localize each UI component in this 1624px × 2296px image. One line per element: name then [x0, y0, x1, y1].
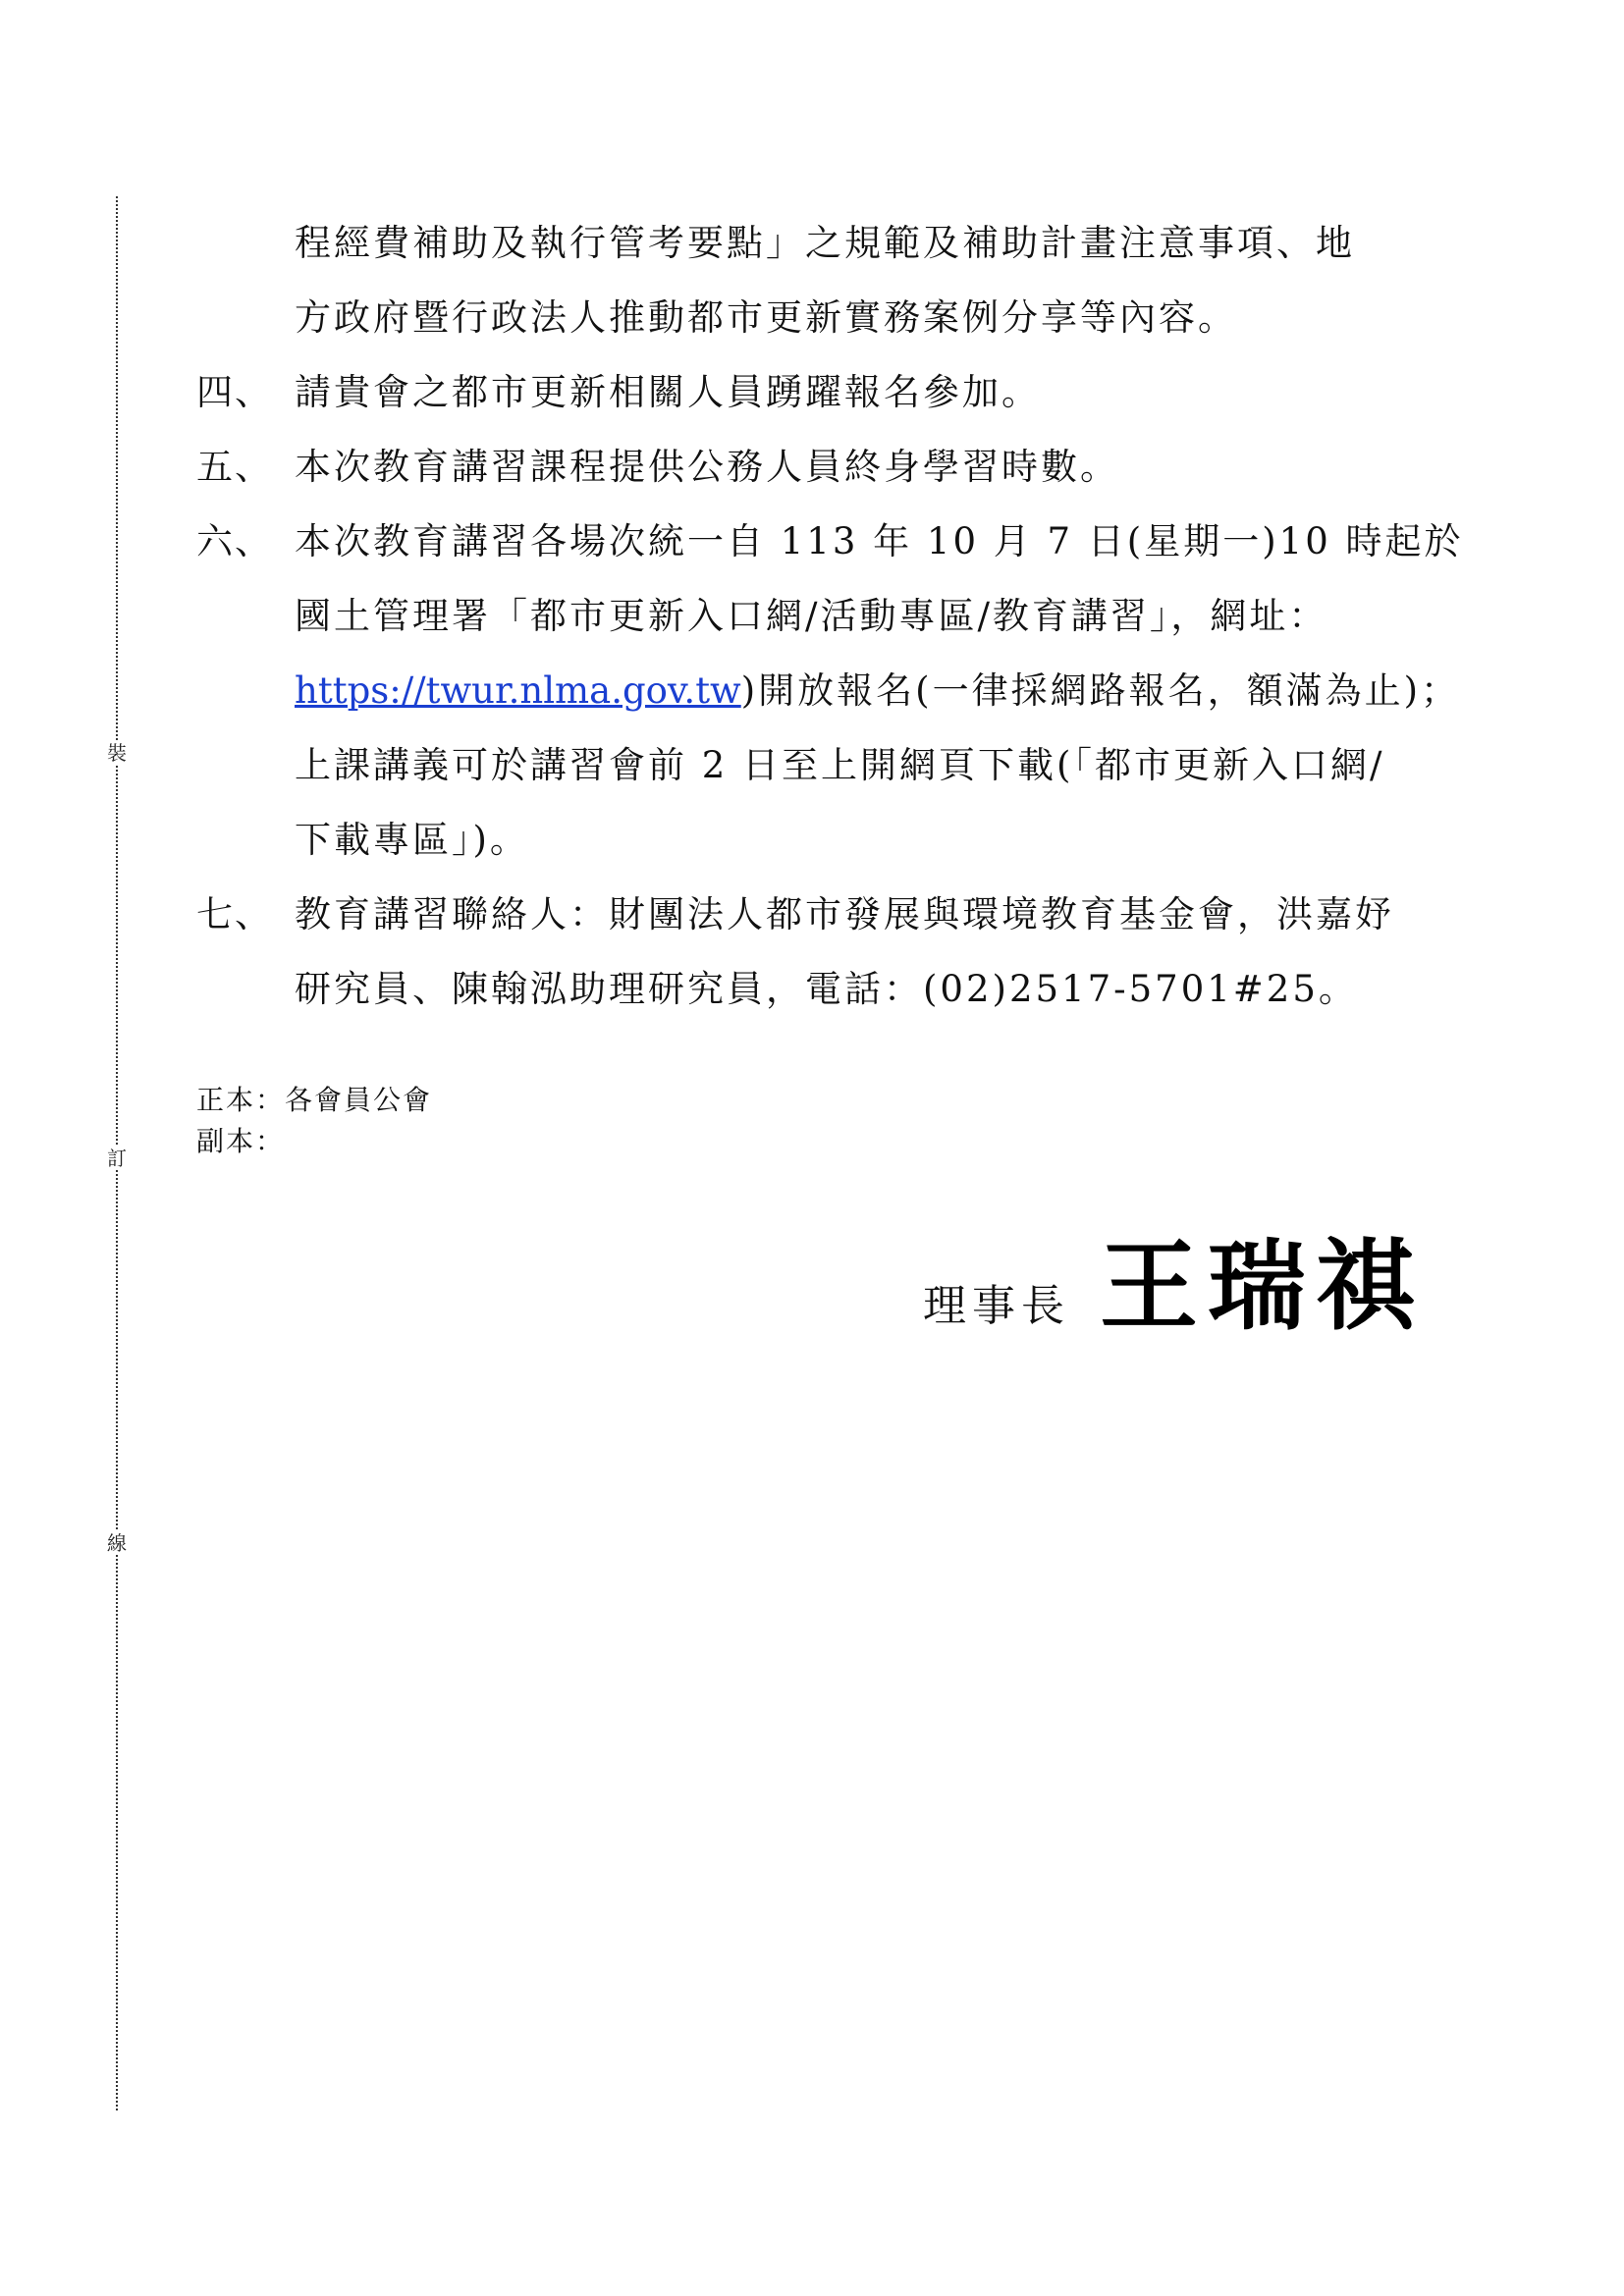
website-link[interactable]: https://twur.nlma.gov.tw [295, 669, 741, 712]
item-5 [196, 430, 1473, 505]
item-number: 七、 [196, 893, 273, 935]
item-text: 國土管理署「都市更新入口網/活動專區/教育講習」，網址： [295, 595, 1328, 637]
item-6-line-5 [196, 803, 1473, 878]
registration-note: )開放報名(一律採網路報名，額滿為止)； [740, 669, 1461, 712]
item-text: 研究員、陳翰泓助理研究員，電話：(02)2517-5701#25。 [295, 968, 1358, 1010]
item-4 [196, 355, 1473, 430]
item-text: 下載專區」)。 [295, 819, 529, 861]
binding-mark-zhuang: 裝 [102, 741, 132, 765]
item-text: 本次教育講習課程提供公務人員終身學習時數。 [295, 446, 1119, 488]
item-6-line-4 [196, 728, 1473, 803]
binding-mark-ding: 訂 [102, 1147, 132, 1170]
intro-line-2: 方政府暨行政法人推動都市更新實務案例分享等內容。 [295, 296, 1237, 339]
item-text: 教育講習聯絡人：財團法人都市發展與環境教育基金會，洪嘉妤 [295, 893, 1394, 935]
binding-mark-xian: 線 [102, 1531, 132, 1555]
item-6-line-3 [196, 654, 1473, 728]
original-recipient: 正本：各會員公會 [196, 1084, 433, 1116]
copy-recipient: 副本： [196, 1125, 286, 1157]
intro-line-1: 程經費補助及執行管考要點」之規範及補助計畫注意事項、地 [295, 222, 1355, 264]
item-7 [196, 878, 1473, 952]
item-6 [196, 505, 1473, 579]
signatory-name: 王瑞祺 [1100, 1229, 1424, 1344]
item-6-line-2 [196, 579, 1473, 654]
item-number: 六、 [196, 520, 273, 562]
document-body [196, 206, 1473, 1027]
item-number: 五、 [196, 446, 273, 488]
item-text: 上課講義可於講習會前 2 日至上開網頁下載(「都市更新入口網/ [295, 744, 1385, 786]
item-7-line-2 [196, 952, 1473, 1027]
distribution-list [196, 1080, 432, 1162]
item-text: 請貴會之都市更新相關人員踴躍報名參加。 [295, 371, 1041, 413]
item-number: 四、 [196, 371, 273, 413]
signature-block [923, 1207, 1424, 1349]
signatory-title: 理事長 [923, 1281, 1070, 1331]
item-text: 本次教育講習各場次統一自 113 年 10 月 7 日(星期一)10 時起於 [295, 520, 1464, 562]
